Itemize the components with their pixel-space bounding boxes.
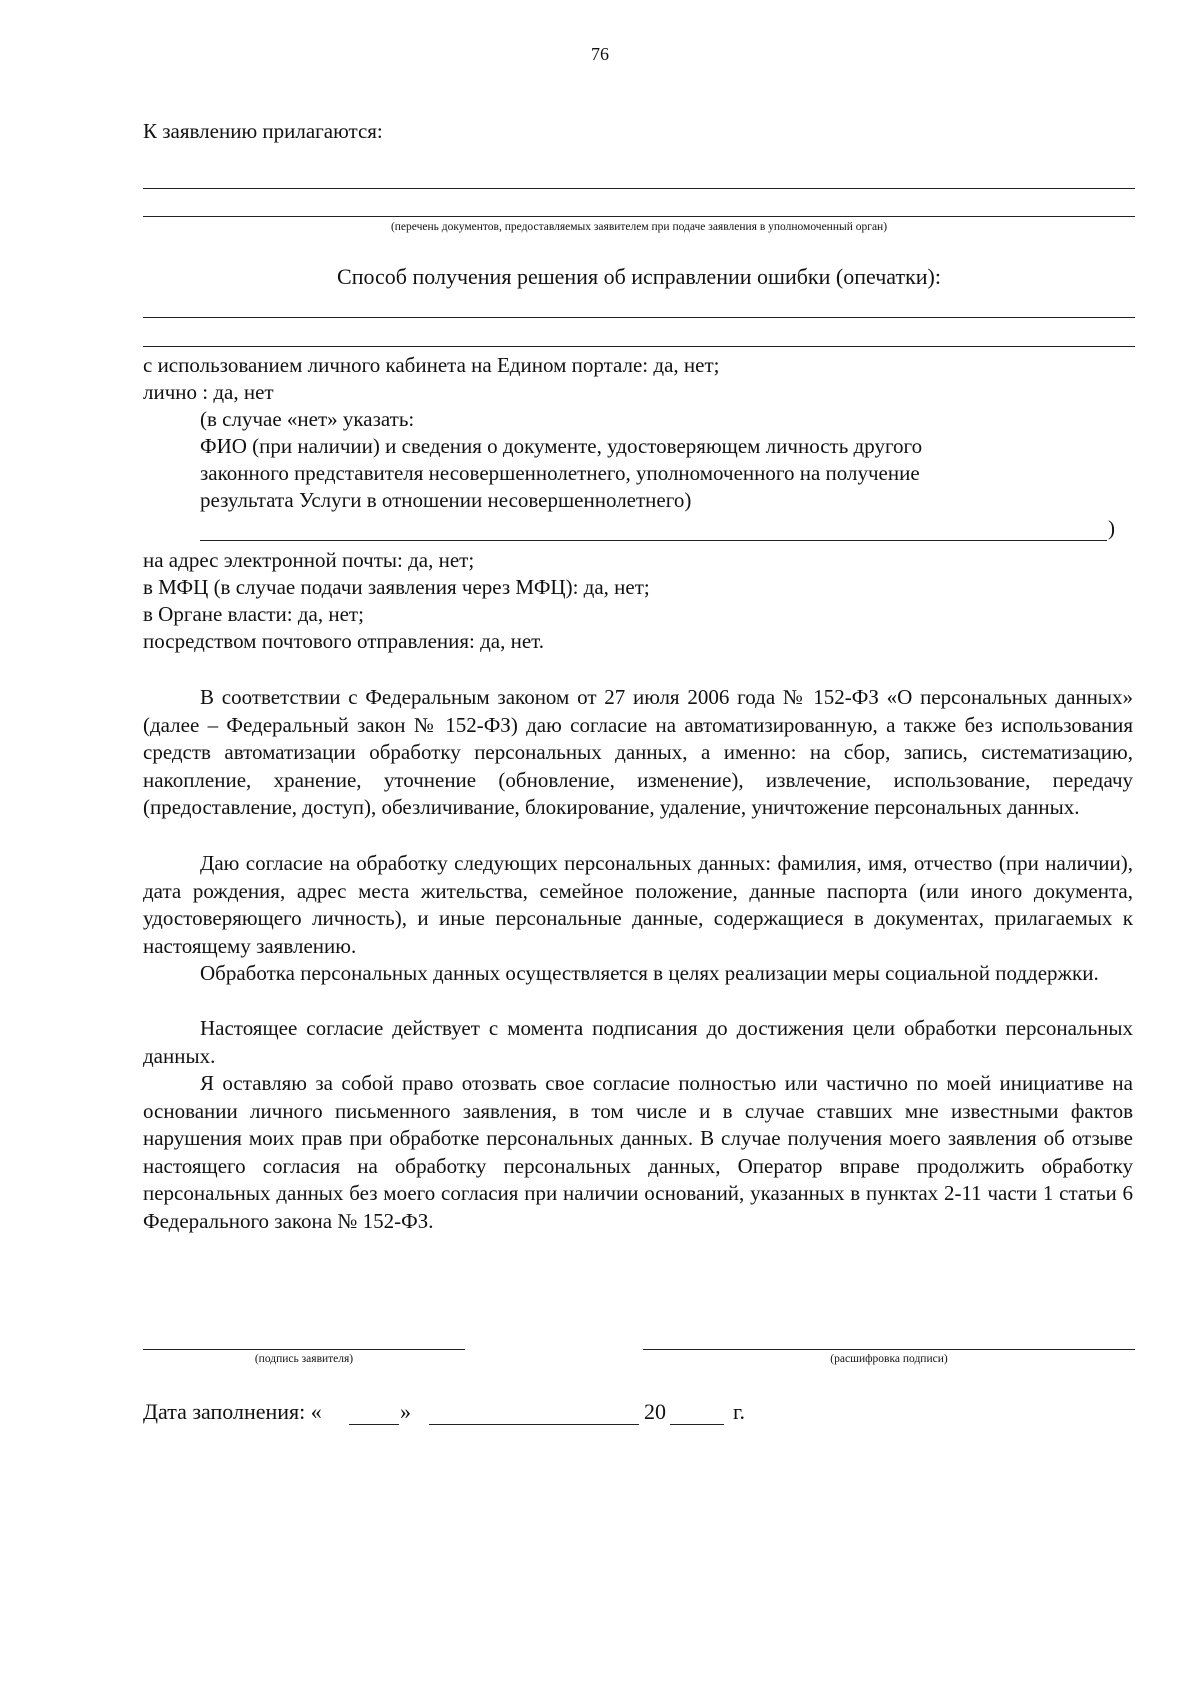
consent-paragraph: Даю согласие на обработку следующих персональных данных: фамилия, имя, отчество (при наличии), дата рождения, адрес места жительства, семейное положение, данные паспорта (или иного документа, удостоверяющего личность), и иные персональные данные, содержащиеся в документах, прилагаемых к настоящему заявлению. bbox=[143, 851, 1133, 958]
option-authority[interactable]: в Органе власти: да, нет; bbox=[143, 602, 364, 626]
page-number: 76 bbox=[591, 44, 609, 64]
signature-line[interactable] bbox=[143, 1349, 465, 1350]
option-post[interactable]: посредством почтового отправления: да, нет. bbox=[143, 629, 545, 653]
decipher-line[interactable] bbox=[643, 1349, 1135, 1350]
in-person-note: законного представителя несовершеннолетнего, уполномоченного на получение bbox=[200, 461, 920, 485]
attachments-line-1[interactable] bbox=[143, 188, 1135, 189]
consent-paragraph: Обработка персональных данных осуществляется в целях реализации меры социальной поддержки. bbox=[200, 961, 1099, 985]
in-person-note: результата Услуги в отношении несовершеннолетнего) bbox=[200, 488, 692, 512]
consent-paragraph: В соответствии с Федеральным законом от 27 июля 2006 года № 152-ФЗ «О персональных данных» (далее – Федеральный закон № 152-ФЗ) даю согласие на автоматизированную, а также без использования средств автоматизации обработку персональных данных, а именно: на сбор, запись, систематизацию, накопление, хранение, уточнение (обновление, изменение), извлечение, использование, передачу (предоставление, доступ), обезличивание, блокирование, удаление, уничтожение персональных данных. bbox=[143, 685, 1133, 820]
date-year-prefix: 20 bbox=[644, 1399, 666, 1424]
option-personal-cabinet[interactable]: с использованием личного кабинета на Едином портале: да, нет; bbox=[143, 353, 720, 377]
method-heading: Способ получения решения об исправлении ошибки (опечатки): bbox=[337, 264, 941, 289]
date-month-field[interactable] bbox=[429, 1424, 639, 1425]
option-email[interactable]: на адрес электронной почты: да, нет; bbox=[143, 548, 475, 572]
in-person-note: ФИО (при наличии) и сведения о документе, удостоверяющем личность другого bbox=[200, 434, 923, 458]
consent-paragraph: Настоящее согласие действует с момента подписания до достижения цели обработки персональных данных. bbox=[143, 1016, 1133, 1068]
attachments-heading: К заявлению прилагаются: bbox=[143, 119, 383, 143]
method-line-2[interactable] bbox=[143, 346, 1135, 347]
date-label: Дата заполнения: « bbox=[143, 1399, 322, 1424]
signature-caption: (подпись заявителя) bbox=[254, 1353, 354, 1365]
attachments-caption: (перечень документов, предоставляемых заявителем при подаче заявления в уполномоченный орган) bbox=[390, 221, 888, 233]
in-person-note: (в случае «нет» указать: bbox=[200, 407, 415, 431]
date-day-field[interactable] bbox=[349, 1424, 399, 1425]
decipher-caption: (расшифровка подписи) bbox=[830, 1353, 948, 1365]
attachments-line-2[interactable] bbox=[143, 216, 1135, 217]
option-in-person[interactable]: лично : да, нет bbox=[143, 380, 274, 404]
option-mfc[interactable]: в МФЦ (в случае подачи заявления через МФЦ): да, нет; bbox=[143, 575, 650, 599]
date-year-suffix: г. bbox=[733, 1399, 746, 1424]
representative-line[interactable] bbox=[200, 540, 1107, 541]
consent-paragraph: Я оставляю за собой право отозвать свое согласие полностью или частично по моей инициативе на основании личного письменного заявления, в том числе и в случае ставших мне известными фактов нарушения моих прав при обработке персональных данных. В случае получения моего заявления об отзыве настоящего согласия на обработку персональных данных, Оператор вправе продолжить обработку персональных данных без моего согласия при наличии оснований, указанных в пунктах 2-11 части 1 статьи 6 Федерального закона № 152-ФЗ. bbox=[143, 1071, 1133, 1233]
closing-paren: ) bbox=[1108, 516, 1115, 540]
method-line-1[interactable] bbox=[143, 317, 1135, 318]
date-year-field[interactable] bbox=[670, 1424, 724, 1425]
date-quote-close: » bbox=[400, 1399, 411, 1424]
